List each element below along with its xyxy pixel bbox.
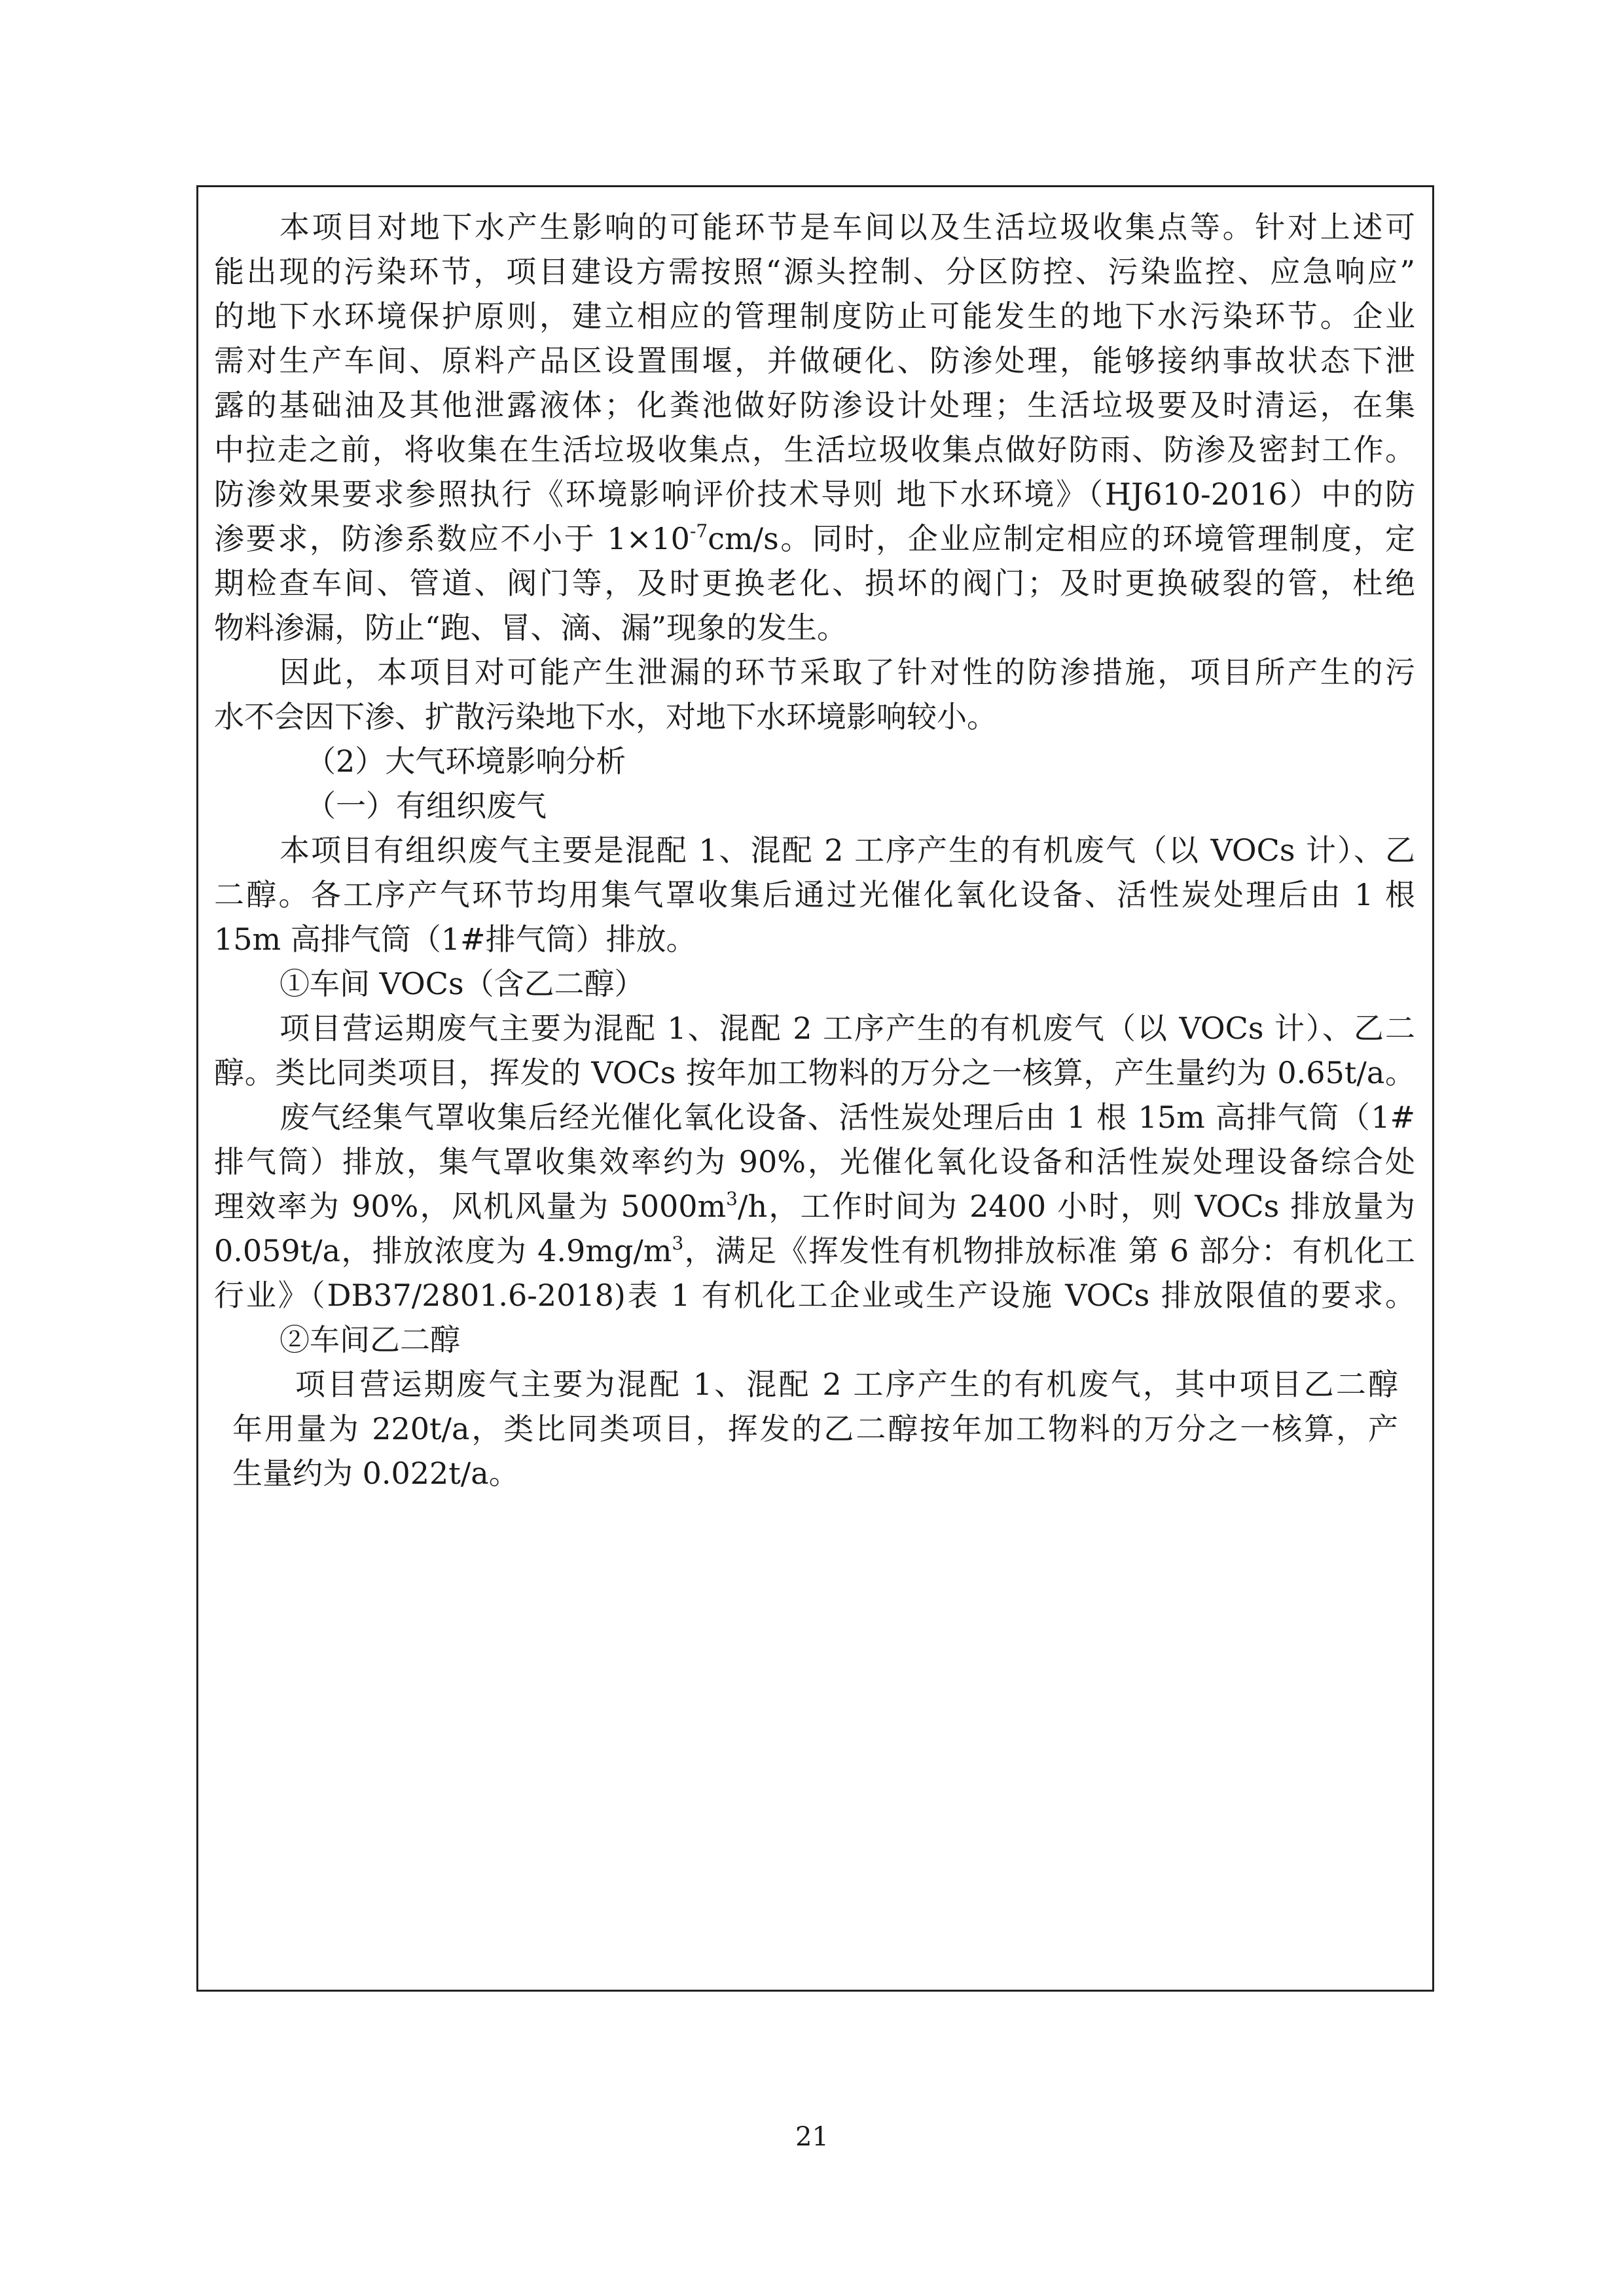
line-part: 理效率为 90%，风机风量为 5000m — [214, 1189, 727, 1224]
text-line-superscript — [198, 1231, 1432, 1270]
text-line: 因此，本项目对可能产生泄漏的环节采取了针对性的防渗措施，项目所产生的污 — [280, 655, 1415, 690]
text-line-superscript — [198, 519, 1432, 558]
text-line: 年用量为 220t/a，类比同类项目，挥发的乙二醇按年加工物料的万分之一核算，产 — [232, 1411, 1398, 1446]
section-heading: （2）大气环境影响分析 — [306, 744, 626, 779]
text-line: 期检查车间、管道、阀门等，及时更换老化、损坏的阀门；及时更换破裂的管，杜绝 — [214, 565, 1415, 601]
line-part: /h，工作时间为 2400 小时，则 VOCs 排放量为 — [737, 1189, 1416, 1224]
text-line: 能出现的污染环节，项目建设方需按照“源头控制、分区防控、污染监控、应急响应” — [214, 254, 1415, 289]
line-part: cm/s。同时，企业应制定相应的环境管理制度，定 — [708, 521, 1415, 556]
text-line: 水不会因下渗、扩散污染地下水，对地下水环境影响较小。 — [214, 699, 997, 734]
line-part: 渗要求，防渗系数应不小于 1×10 — [214, 521, 690, 556]
text-line: 二醇。各工序产气环节均用集气罩收集后通过光催化氧化设备、活性炭处理后由 1 根 — [214, 877, 1415, 912]
text-line: 需对生产车间、原料产品区设置围堰，并做硬化、防渗处理，能够接纳事故状态下泄 — [214, 343, 1415, 378]
text-line-superscript — [198, 1187, 1432, 1226]
content-frame — [196, 185, 1434, 1992]
text-line: 物料渗漏，防止“跑、冒、滴、漏”现象的发生。 — [214, 610, 848, 645]
text-line: 防渗效果要求参照执行《环境影响评价技术导则 地下水环境》（HJ610-2016）中的防 — [214, 476, 1415, 512]
text-line: 排气筒）排放，集气罩收集效率约为 90%，光催化氧化设备和活性炭处理设备综合处 — [214, 1144, 1415, 1179]
text-line: 行业》（DB37/2801.6-2018)表 1 有机化工企业或生产设施 VOCs 排放限值的要求。 — [214, 1278, 1415, 1313]
subsection-heading: （一）有组织废气 — [306, 788, 547, 823]
line-part: ，满足《挥发性有机物排放标准 第 6 部分：有机化工 — [683, 1233, 1415, 1268]
item-heading: ②车间乙二醇 — [280, 1322, 460, 1357]
text-line: 15m 高排气筒（1#排气筒）排放。 — [214, 922, 696, 957]
exponent: 3 — [672, 1232, 684, 1254]
exponent: 3 — [726, 1188, 738, 1210]
text-line: 的地下水环境保护原则，建立相应的管理制度防止可能发生的地下水污染环节。企业 — [214, 298, 1415, 334]
exponent: -7 — [689, 520, 708, 542]
item-heading: ①车间 VOCs（含乙二醇） — [280, 966, 645, 1001]
text-line: 本项目有组织废气主要是混配 1、混配 2 工序产生的有机废气（以 VOCs 计）、乙 — [280, 833, 1415, 868]
text-line: 中拉走之前，将收集在生活垃圾收集点，生活垃圾收集点做好防雨、防渗及密封工作。 — [214, 432, 1415, 467]
text-line: 露的基础油及其他泄露液体；化粪池做好防渗设计处理；生活垃圾要及时清运，在集 — [214, 387, 1415, 423]
text-line: 项目营运期废气主要为混配 1、混配 2 工序产生的有机废气，其中项目乙二醇 — [295, 1367, 1398, 1402]
text-line: 项目营运期废气主要为混配 1、混配 2 工序产生的有机废气（以 VOCs 计）、乙二 — [280, 1011, 1415, 1046]
line-part: 0.059t/a，排放浓度为 4.9mg/m — [214, 1233, 672, 1268]
text-line: 废气经集气罩收集后经光催化氧化设备、活性炭处理后由 1 根 15m 高排气筒（1# — [280, 1100, 1415, 1135]
text-line: 本项目对地下水产生影响的可能环节是车间以及生活垃圾收集点等。针对上述可 — [280, 209, 1415, 245]
page-number: 21 — [795, 2122, 829, 2152]
text-line: 醇。类比同类项目，挥发的 VOCs 按年加工物料的万分之一核算，产生量约为 0.65t/a。 — [214, 1055, 1415, 1090]
text-line: 生量约为 0.022t/a。 — [232, 1456, 519, 1491]
